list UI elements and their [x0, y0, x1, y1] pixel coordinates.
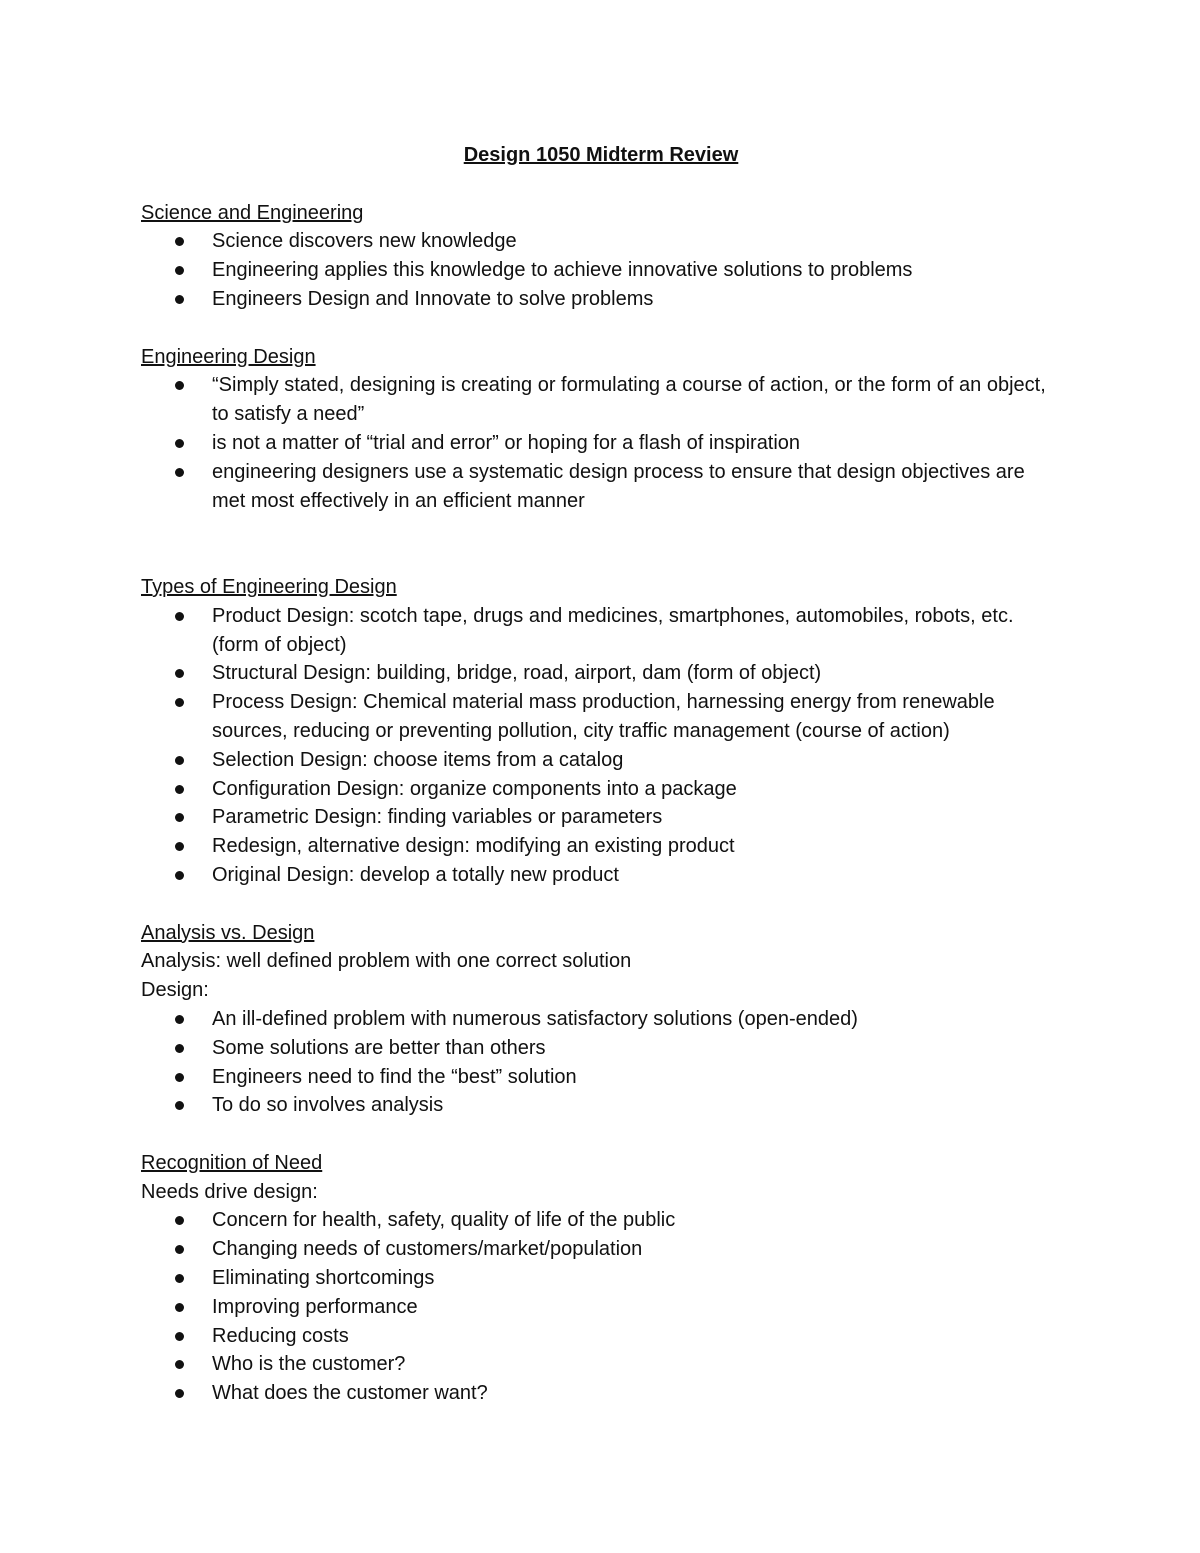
list-item-text: To do so involves analysis [212, 1094, 444, 1117]
bullet-icon [175, 1303, 184, 1312]
bullet-icon [175, 266, 184, 275]
blank-line [141, 515, 1061, 573]
blank-line [141, 1120, 1061, 1149]
list-item [141, 371, 1061, 429]
bullet-icon [175, 1332, 184, 1341]
bullet-list [141, 371, 1061, 515]
list-item-text: Engineers Design and Innovate to solve problems [212, 287, 654, 310]
bullet-icon [175, 439, 184, 448]
list-item [141, 688, 1061, 746]
list-item [141, 1350, 1061, 1379]
bullet-icon [175, 698, 184, 707]
blank-line [141, 890, 1061, 919]
bullet-icon [175, 813, 184, 822]
list-item-text: “Simply stated, designing is creating or formulating a course of action, or the form of an object, to satisfy a need” [212, 374, 1046, 426]
list-item-text: Product Design: scotch tape, drugs and medicines, smartphones, automobiles, robots, etc. (form of object) [212, 604, 1014, 656]
bullet-icon [175, 1073, 184, 1082]
bullet-icon [175, 1015, 184, 1024]
list-item [141, 458, 1061, 516]
list-item [141, 1005, 1061, 1034]
paragraph-line: Analysis: well defined problem with one correct solution [141, 950, 632, 973]
list-item-text: Selection Design: choose items from a catalog [212, 748, 624, 771]
bullet-icon [175, 1360, 184, 1369]
section-analysis-vs-design [141, 919, 1061, 1121]
section-heading: Recognition of Need [141, 1151, 323, 1174]
list-item [141, 1063, 1061, 1092]
list-item [141, 285, 1061, 314]
list-item-text: Some solutions are better than others [212, 1036, 546, 1059]
paragraph-line: Needs drive design: [141, 1180, 318, 1203]
list-item-text: Original Design: develop a totally new product [212, 863, 619, 886]
list-item [141, 803, 1061, 832]
list-item [141, 746, 1061, 775]
bullet-list [141, 1206, 1061, 1408]
bullet-icon [175, 1389, 184, 1398]
section-types-of-design [141, 573, 1061, 890]
bullet-icon [175, 842, 184, 851]
bullet-list [141, 227, 1061, 313]
list-item [141, 775, 1061, 804]
bullet-icon [175, 1216, 184, 1225]
section-engineering-design [141, 343, 1061, 516]
list-item [141, 429, 1061, 458]
paragraph-line: Design: [141, 979, 209, 1002]
section-science-engineering [141, 199, 1061, 314]
list-item [141, 1379, 1061, 1408]
list-item [141, 256, 1061, 285]
list-item [141, 227, 1061, 256]
bullet-list [141, 1005, 1061, 1120]
section-heading: Engineering Design [141, 345, 316, 368]
bullet-icon [175, 1044, 184, 1053]
bullet-icon [175, 785, 184, 794]
list-item-text: Changing needs of customers/market/population [212, 1238, 643, 1261]
bullet-icon [175, 1245, 184, 1254]
section-heading: Types of Engineering Design [141, 575, 397, 598]
bullet-icon [175, 756, 184, 765]
list-item [141, 1235, 1061, 1264]
list-item [141, 1293, 1061, 1322]
list-item-text: Who is the customer? [212, 1353, 406, 1376]
list-item-text: An ill-defined problem with numerous satisfactory solutions (open-ended) [212, 1007, 858, 1030]
list-item [141, 832, 1061, 861]
list-item [141, 1034, 1061, 1063]
list-item-text: Engineers need to find the “best” solution [212, 1065, 577, 1088]
document-title: Design 1050 Midterm Review [463, 144, 739, 166]
list-item [141, 1322, 1061, 1351]
list-item [141, 1264, 1061, 1293]
bullet-icon [175, 1274, 184, 1283]
list-item-text: Reducing costs [212, 1324, 349, 1347]
bullet-icon [175, 1101, 184, 1110]
section-heading: Analysis vs. Design [141, 921, 315, 944]
bullet-list [141, 602, 1061, 890]
list-item-text: Structural Design: building, bridge, road, airport, dam (form of object) [212, 662, 822, 685]
list-item [141, 659, 1061, 688]
section-recognition-of-need [141, 1149, 1061, 1408]
list-item-text: is not a matter of “trial and error” or hoping for a flash of inspiration [212, 431, 801, 454]
list-item [141, 861, 1061, 890]
list-item-text: Configuration Design: organize components into a package [212, 777, 737, 800]
bullet-icon [175, 295, 184, 304]
section-heading: Science and Engineering [141, 201, 364, 224]
list-item-text: Parametric Design: finding variables or parameters [212, 806, 663, 829]
bullet-icon [175, 468, 184, 477]
document-body [141, 141, 1061, 1408]
blank-line [141, 314, 1061, 343]
list-item [141, 1206, 1061, 1235]
bullet-icon [175, 612, 184, 621]
list-item [141, 1091, 1061, 1120]
list-item [141, 602, 1061, 660]
list-item-text: Concern for health, safety, quality of life of the public [212, 1209, 676, 1232]
list-item-text: Redesign, alternative design: modifying an existing product [212, 835, 735, 858]
list-item-text: Improving performance [212, 1295, 418, 1318]
bullet-icon [175, 669, 184, 678]
list-item-text: Process Design: Chemical material mass production, harnessing energy from renewable sources, reducing or preventing pollution, city traffic management (course of action) [212, 691, 995, 742]
list-item-text: Eliminating shortcomings [212, 1267, 435, 1290]
list-item-text: engineering designers use a systematic design process to ensure that design objectives are met most effectively in an efficient manner [212, 460, 1025, 512]
list-item-text: What does the customer want? [212, 1382, 488, 1405]
bullet-icon [175, 381, 184, 390]
bullet-icon [175, 237, 184, 246]
list-item-text: Engineering applies this knowledge to achieve innovative solutions to problems [212, 259, 913, 282]
bullet-icon [175, 871, 184, 880]
list-item-text: Science discovers new knowledge [212, 230, 517, 253]
